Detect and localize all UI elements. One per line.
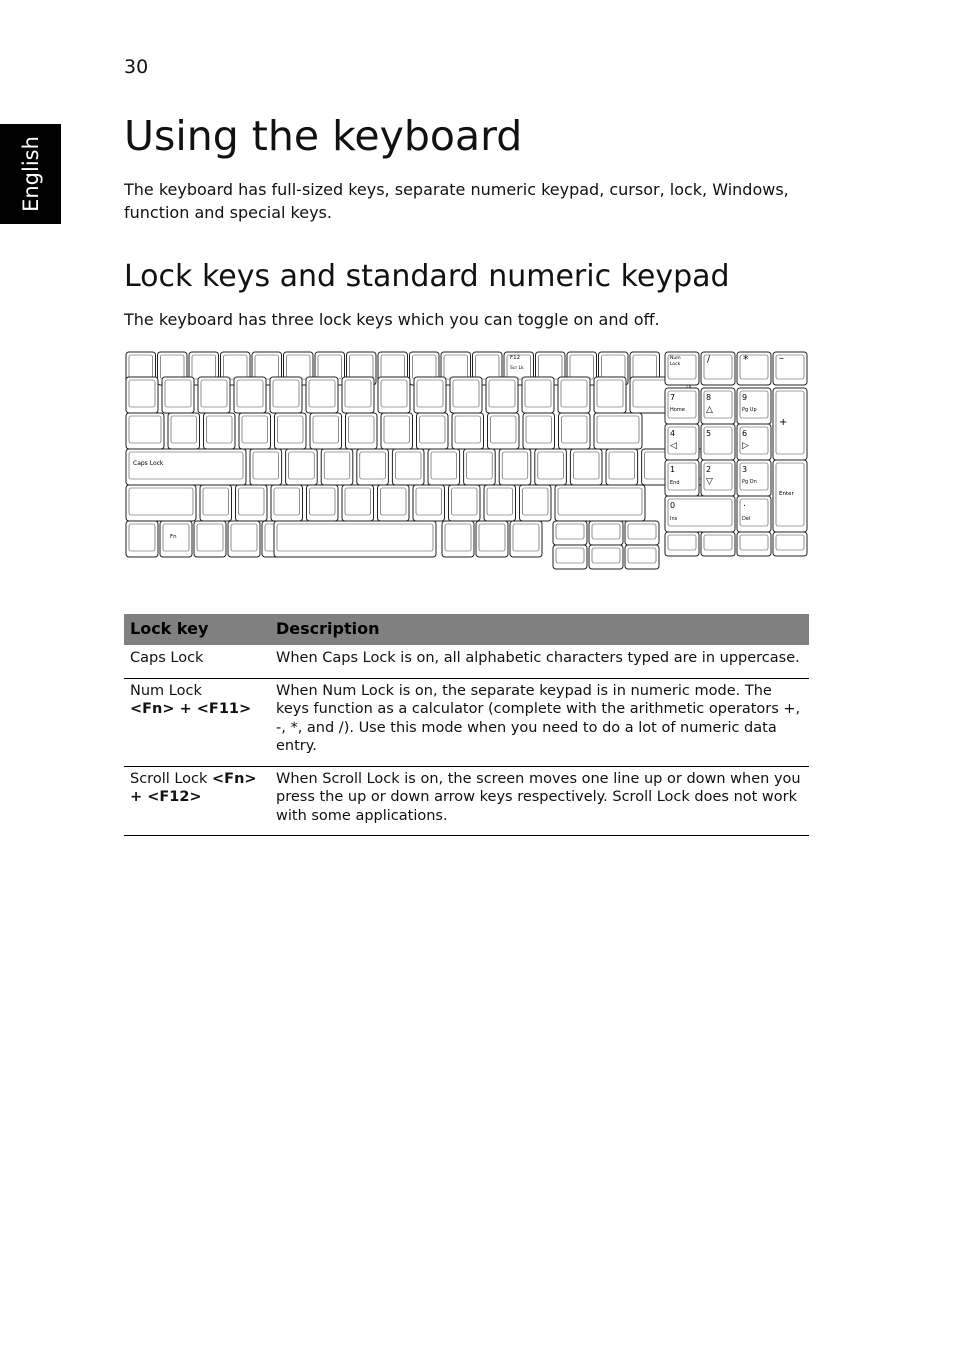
keyboard-key-outline-104 (701, 532, 735, 556)
keyboard-key-outline-32 (126, 413, 164, 449)
keyboard-key-outline-52 (428, 449, 460, 485)
right-arrow-label: ▷ (742, 441, 749, 451)
keyboard-key-outline-66 (413, 485, 445, 521)
keyboard-key-outline-68 (484, 485, 516, 521)
keyboard-key-outline-51 (392, 449, 424, 485)
keyboard-key-outline-73 (194, 521, 226, 557)
key-3-label: 3 (742, 465, 748, 474)
ins-label: Ins (670, 516, 678, 522)
key-6-label: 6 (742, 429, 748, 438)
keyboard-key-outline-37 (310, 413, 342, 449)
key-4-label: 4 (670, 429, 676, 438)
keyboard-key-outline-29 (558, 377, 590, 413)
keyboard-key-outline-82 (625, 521, 659, 545)
keyboard-key-outline-63 (307, 485, 339, 521)
keyboard-key-outline-43 (523, 413, 555, 449)
description-cell: When Scroll Lock is on, the screen moves one line up or down when you press the up or down arrow keys respectively. Scroll Lock does not work with some applications. (270, 766, 809, 836)
keyboard-key-outline-61 (236, 485, 268, 521)
plus-label: + (779, 417, 788, 428)
key-1-label: 1 (670, 465, 676, 474)
keyboard-key-outline-57 (606, 449, 638, 485)
keyboard-key-outline-76 (274, 521, 436, 557)
up-arrow-label: △ (706, 405, 713, 415)
pgup-label: Pg Up (742, 407, 757, 413)
down-arrow-label: ▽ (706, 477, 713, 487)
keyboard-key-outline-44 (559, 413, 591, 449)
keyboard-key-outline-17 (126, 377, 158, 413)
lock-keys-table (124, 614, 809, 836)
table-row (124, 766, 809, 836)
dot-label: . (743, 499, 746, 509)
key-7-label: 7 (670, 393, 676, 402)
keyboard-key-outline-54 (499, 449, 531, 485)
end-label: End (670, 480, 680, 486)
keyboard-key-outline-69 (520, 485, 552, 521)
keyboard-key-outline-80 (553, 521, 587, 545)
keyboard-key-outline-26 (450, 377, 482, 413)
keyboard-key-outline-56 (570, 449, 602, 485)
key-5-label: 5 (706, 429, 712, 438)
keyboard-key-outline-27 (486, 377, 518, 413)
keyboard-key-outline-77 (442, 521, 474, 557)
keyboard-key-outline-83 (553, 545, 587, 569)
lock-key-cell (124, 645, 270, 678)
keyboard-key-outline-74 (228, 521, 260, 557)
keyboard-key-outline-23 (342, 377, 374, 413)
keyboard-key-outline-25 (414, 377, 446, 413)
keyboard-key-outline-39 (381, 413, 413, 449)
keyboard-key-outline-30 (594, 377, 626, 413)
keyboard-key-outline-47 (250, 449, 282, 485)
keyboard-key-outline-59 (126, 485, 196, 521)
pgdn-label: Pg Dn (742, 479, 757, 485)
minus-label: – (779, 353, 784, 364)
lock-key-shortcut: <Fn> + <F12> (130, 770, 257, 805)
keyboard-key-outline-36 (275, 413, 307, 449)
keyboard-key-outline-34 (204, 413, 236, 449)
lock-key-cell (124, 766, 270, 836)
keyboard-key-outline-62 (271, 485, 303, 521)
keyboard-key-outline-19 (198, 377, 230, 413)
keyboard-key-outline-78 (476, 521, 508, 557)
keyboard-key-outline-101 (665, 496, 735, 532)
key-8-label: 8 (706, 393, 712, 402)
key-0-label: 0 (670, 501, 676, 510)
intro-paragraph: The keyboard has full-sized keys, separate numeric keypad, cursor, lock, Windows, function and special keys. (124, 180, 789, 222)
caps-lock-label: Caps Lock (133, 460, 164, 467)
keyboard-key-outline-45 (594, 413, 642, 449)
left-arrow-label: ◁ (670, 441, 677, 451)
section-intro: The keyboard has three lock keys which you can toggle on and off. (124, 310, 660, 329)
enter-label: Enter (779, 491, 794, 497)
keyboard-key-outline-81 (589, 521, 623, 545)
keyboard-key-outline-21 (270, 377, 302, 413)
keyboard-key-outline-84 (589, 545, 623, 569)
keyboard-key-outline-79 (510, 521, 542, 557)
keyboard-diagram (124, 349, 808, 574)
section-title: Lock keys and standard numeric keypad (124, 259, 730, 294)
header-description: Description (270, 614, 809, 645)
keyboard-key-outline-53 (464, 449, 496, 485)
keyboard-key-outline-20 (234, 377, 266, 413)
f12-label: F12 (510, 355, 521, 361)
keyboard-key-outline-65 (378, 485, 410, 521)
keyboard-key-outline-105 (737, 532, 771, 556)
lock-key-cell (124, 678, 270, 766)
page-title: Using the keyboard (124, 112, 523, 160)
description-cell: When Num Lock is on, the separate keypad is in numeric mode. The keys function as a calculator (complete with the arithmetic operators +, -, *, and /). Use this mode when you need to do a lot of numeric data entry. (270, 678, 809, 766)
del-label: Del (742, 516, 751, 522)
header-lock-key: Lock key (124, 614, 270, 645)
lock-key-shortcut: <Fn> + <F11> (130, 701, 252, 717)
keyboard-key-outline-50 (357, 449, 389, 485)
keyboard-key-outline-18 (162, 377, 194, 413)
keyboard-key-outline-24 (378, 377, 410, 413)
keyboard-key-outline-71 (126, 521, 158, 557)
table-header-row (124, 614, 809, 645)
page-number: 30 (124, 56, 149, 78)
keyboard-key-outline-103 (665, 532, 699, 556)
keyboard-key-outline-55 (535, 449, 567, 485)
lock-key-name: Caps Lock (130, 650, 204, 666)
table-row (124, 678, 809, 766)
keyboard-key-outline-22 (306, 377, 338, 413)
keyboard-key-outline-60 (200, 485, 232, 521)
lock-key-name: Scroll Lock (130, 770, 208, 787)
keyboard-key-outline-35 (239, 413, 271, 449)
keyboard-key-outline-64 (342, 485, 374, 521)
keyboard-key-outline-48 (286, 449, 318, 485)
keyboard-key-outline-70 (555, 485, 645, 521)
keyboard-key-outline-46 (126, 449, 246, 485)
keyboard-key-outline-33 (168, 413, 200, 449)
keyboard-key-outline-106 (773, 532, 807, 556)
keyboard-key-outline-28 (522, 377, 554, 413)
key-9-label: 9 (742, 393, 748, 402)
scr-lk-label: Scr Lk (510, 366, 524, 371)
key-2-label: 2 (706, 465, 712, 474)
keyboard-key-outline-49 (321, 449, 353, 485)
asterisk-label: * (743, 353, 749, 366)
keyboard-key-outline-42 (488, 413, 520, 449)
slash-label: / (707, 355, 711, 365)
keyboard-key-outline-38 (346, 413, 378, 449)
lock-label: Lock (670, 362, 681, 367)
lock-key-name: Num Lock (130, 682, 202, 699)
description-cell: When Caps Lock is on, all alphabetic characters typed are in uppercase. (270, 645, 809, 678)
keyboard-key-outline-67 (449, 485, 481, 521)
keyboard-illustration (124, 349, 808, 574)
num-label: Num (670, 356, 681, 361)
keyboard-key-outline-40 (417, 413, 449, 449)
home-label: Home (670, 407, 685, 413)
table-row (124, 645, 809, 678)
keyboard-key-outline-85 (625, 545, 659, 569)
keyboard-key-outline-41 (452, 413, 484, 449)
fn-label: Fn (170, 534, 177, 540)
language-side-tab (0, 124, 61, 224)
language-label: English (18, 136, 43, 212)
